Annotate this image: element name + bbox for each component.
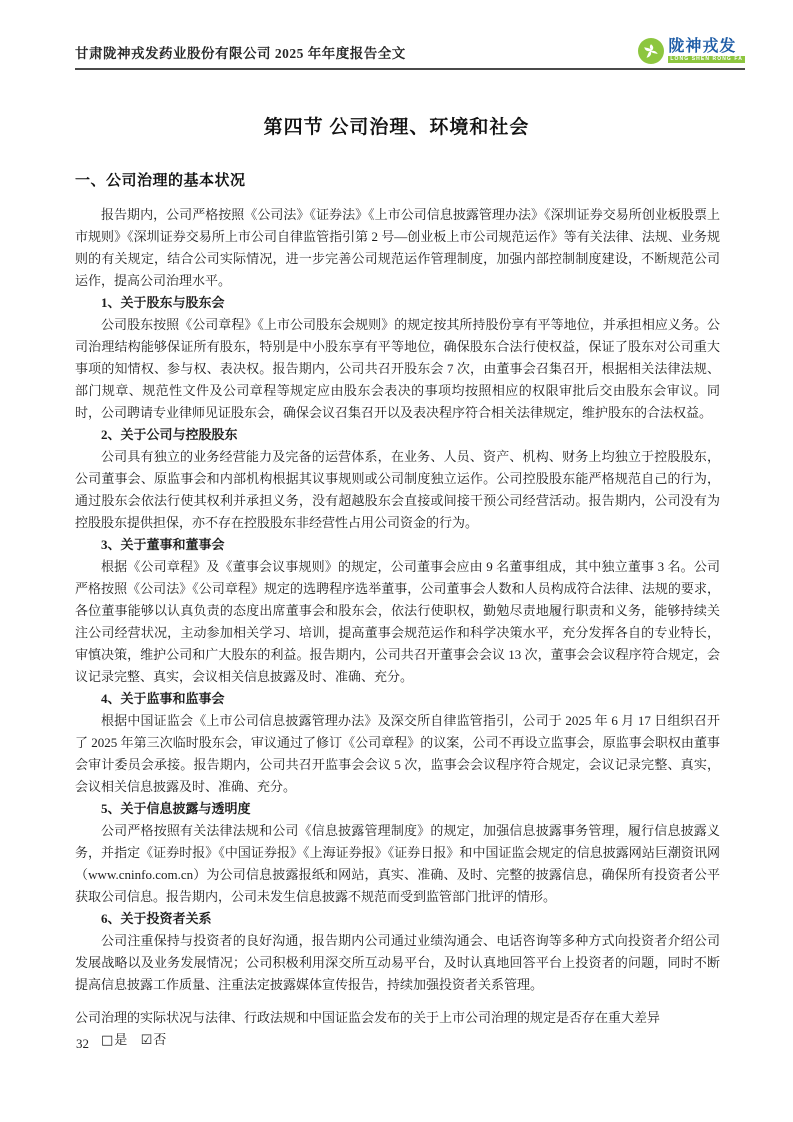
paragraph: 根据《公司章程》及《董事会议事规则》的规定，公司董事会应由 9 名董事组成，其中独立董事 3 名。公司严格按照《公司法》《公司章程》规定的选聘程序选举董事，公司董事会人数和人员构成符合法律、法规的要求，各位董事能够以认真负责的态度出席董事会和股东会，依法行使职权，勤勉尽责地履行职责和义务，能够持续关注公司经营状况，主动参加相关学习、培训，提高董事会规范运作和科学决策水平，充分发挥各自的专业特长，审慎决策，维护公司和广大股东的利益。报告期内，公司共召开董事会会议 13 次，董事会会议程序符合规定，会议记录完整、真实，会议相关信息披露及时、准确、充分。 [75, 559, 720, 684]
logo-text [668, 39, 745, 63]
subsection-heading-1: 1、关于股东与股东会 [101, 295, 225, 310]
logo-en-text: LONG SHEN RONG FA [670, 56, 743, 62]
chapter-title: 第四节 公司治理、环境和社会 [263, 117, 530, 138]
section-heading: 一、公司治理的基本状况 [75, 173, 246, 189]
logo-bird-icon [638, 38, 664, 64]
option-yes-label: 是 [114, 1032, 128, 1047]
page-number: 32 [76, 1036, 89, 1051]
option-no[interactable] [141, 1032, 167, 1047]
subsection-heading-3: 3、关于董事和董事会 [101, 537, 225, 552]
paragraph: 公司严格按照有关法律法规和公司《信息披露管理制度》的规定，加强信息披露事务管理，履行信息披露义务，并指定《证券时报》《中国证券报》《上海证券报》《证券日报》和中国证监会规定的信息披露网站巨潮资讯网（www.cninfo.com.cn）为公司信息披露报纸和网站，真实、准确、及时、完整的披露信息，确保所有投资者公平获取公司信息。报告期内，公司未发生信息披露不规范而受到监管部门批评的情形。 [75, 823, 720, 904]
body-text [75, 204, 720, 1052]
paragraph: 根据中国证监会《上市公司信息披露管理办法》及深交所自律监管指引，公司于 2025 年 6 月 17 日组织召开了 2025 年第三次临时股东会，审议通过了修订《公司章程》的议案，公司不再设立监事会，原监事会职权由董事会审计委员会承接。报告期内，公司共召开监事会会议 5 次，监事会会议程序符合规定，会议记录完整、真实，会议相关信息披露及时、准确、充分。 [75, 713, 720, 794]
page-header [75, 38, 745, 70]
company-logo [638, 38, 745, 64]
checkbox-row [75, 1029, 720, 1052]
logo-cn-text: 陇神戎发 [668, 38, 737, 55]
option-yes[interactable] [101, 1032, 127, 1047]
paragraph: 报告期内，公司严格按照《公司法》《证券法》《上市公司信息披露管理办法》《深圳证券交易所创业板股票上市规则》《深圳证券交易所上市公司自律监管指引第 2 号—创业板上市公司规范运作》等有关法律、法规、业务规则的有关规定，结合公司实际情况，进一步完善公司规范运作管理制度，加强内部控制制度建设，不断规范公司运作，提高公司治理水平。 [75, 207, 720, 288]
checkbox-unchecked-icon[interactable]: □ [101, 1033, 114, 1048]
paragraph: 公司股东按照《公司章程》《上市公司股东会规则》的规定按其所持股份享有平等地位，并承担相应义务。公司治理结构能够保证所有股东，特别是中小股东享有平等地位，确保股东合法行使权益，保证了股东对公司重大事项的知情权、参与权、表决权。报告期内，公司共召开股东会 7 次，由董事会召集召开，根据相关法律法规、部门规章、规范性文件及公司章程等规定应由股东会表决的事项均按照相应的权限审批后交由股东会审议。同时，公司聘请专业律师见证股东会，确保会议召集召开以及表决程序符合相关法律规定，维护股东的合法权益。 [75, 317, 720, 420]
governance-difference-question: 公司治理的实际状况与法律、行政法规和中国证监会发布的关于上市公司治理的规定是否存在重大差异 [75, 1010, 661, 1025]
subsection-heading-4: 4、关于监事和监事会 [101, 691, 225, 706]
subsection-heading-5: 5、关于信息披露与透明度 [101, 801, 251, 816]
running-header: 甘肃陇神戎发药业股份有限公司 2025 年年度报告全文 [75, 46, 406, 61]
subsection-heading-6: 6、关于投资者关系 [101, 911, 212, 926]
option-no-label: 否 [153, 1032, 167, 1047]
checkbox-checked-icon[interactable]: ☑ [140, 1033, 153, 1048]
subsection-heading-2: 2、关于公司与控股股东 [101, 427, 238, 442]
paragraph: 公司具有独立的业务经营能力及完备的运营体系，在业务、人员、资产、机构、财务上均独立于控股股东，公司董事会、原监事会和内部机构根据其议事规则或公司制度独立运作。公司控股股东能严格规范自己的行为，通过股东会依法行使其权利并承担义务，没有超越股东会直接或间接干预公司经营活动。报告期内，公司没有为控股股东提供担保，亦不存在控股股东非经营性占用公司资金的行为。 [75, 449, 720, 530]
paragraph: 公司注重保持与投资者的良好沟通，报告期内公司通过业绩沟通会、电话咨询等多种方式向投资者介绍公司发展战略以及业务发展情况；公司积极利用深交所互动易平台，及时认真地回答平台上投资者的问题，同时不断提高信息披露工作质量、注重法定披露媒体宣传报告，持续加强投资者关系管理。 [75, 933, 720, 992]
